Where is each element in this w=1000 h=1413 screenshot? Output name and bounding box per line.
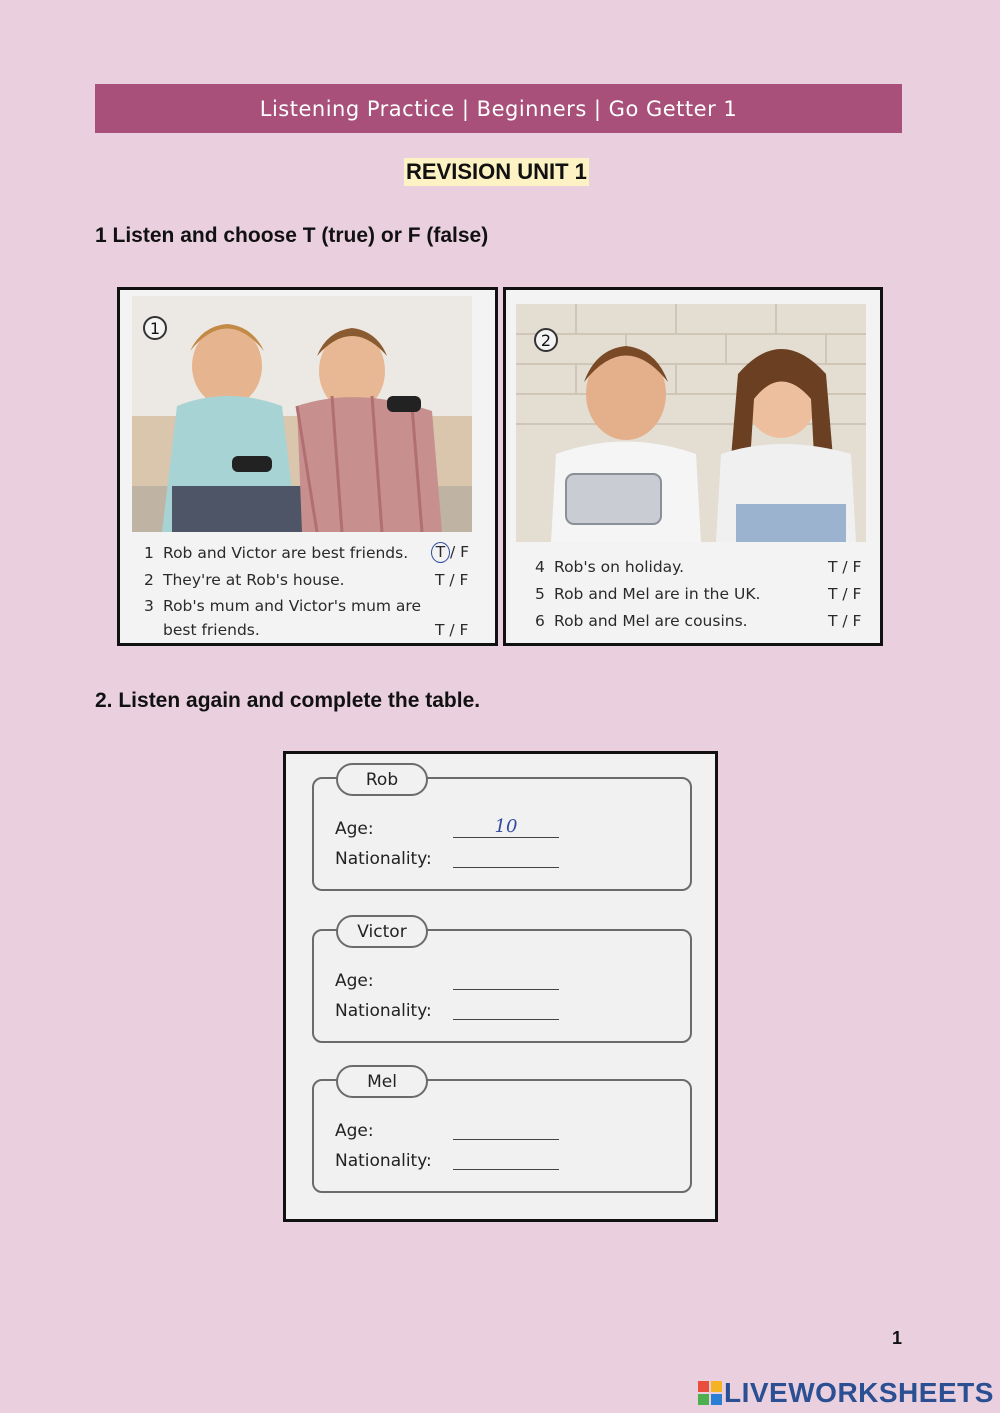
nationality-label: Nationality:	[335, 1001, 432, 1021]
true-false-choice[interactable]	[431, 542, 469, 563]
age-label: Age:	[335, 971, 374, 991]
person-box-rob	[312, 769, 692, 891]
age-answer-field[interactable]	[453, 969, 559, 990]
statement-number: 4	[535, 558, 545, 576]
statement-text: Rob and Mel are in the UK.	[554, 585, 761, 603]
true-false-choice[interactable]: T / F	[435, 621, 469, 639]
card-number-badge: 2	[534, 328, 558, 352]
person-box-mel	[312, 1071, 692, 1193]
statement-text-continued: best friends.	[163, 621, 260, 639]
statement-number: 6	[535, 612, 545, 630]
person-name: Mel	[336, 1065, 428, 1098]
banner-title: Listening Practice | Beginners | Go Getter 1	[259, 96, 738, 121]
statement-number: 2	[144, 571, 154, 589]
header-banner	[95, 84, 902, 133]
age-label: Age:	[335, 819, 374, 839]
statement-number: 3	[144, 597, 154, 615]
photo-boys-gaming	[132, 296, 472, 532]
nationality-answer-field[interactable]	[453, 999, 559, 1020]
person-name: Rob	[336, 763, 428, 796]
statement-text: Rob and Victor are best friends.	[163, 544, 409, 562]
true-false-choice[interactable]: T / F	[828, 585, 862, 603]
exercise-2-title: 2. Listen again and complete the table.	[95, 689, 481, 712]
statement-text: They're at Rob's house.	[163, 571, 345, 589]
age-answer-field[interactable]: 10	[453, 817, 559, 838]
person-name: Victor	[336, 915, 428, 948]
person-info-table	[283, 751, 718, 1222]
person-box-victor	[312, 921, 692, 1043]
photo-rob-and-mel-illustration	[516, 304, 866, 542]
selected-true-mark: T	[431, 542, 450, 563]
unit-title: REVISION UNIT 1	[406, 159, 587, 184]
true-false-choice[interactable]: T / F	[828, 612, 862, 630]
exercise-card-1	[117, 287, 498, 646]
exercise-card-2	[503, 287, 883, 646]
nationality-answer-field[interactable]	[453, 1149, 559, 1170]
brand-name: LIVEWORKSHEETS	[724, 1377, 994, 1408]
age-answer-field[interactable]	[453, 1119, 559, 1140]
age-label: Age:	[335, 1121, 374, 1141]
true-false-choice[interactable]: T / F	[828, 558, 862, 576]
liveworksheets-icon	[698, 1381, 724, 1405]
false-option: / F	[450, 543, 470, 561]
card-number-badge: 1	[143, 316, 167, 340]
photo-boys-gaming-illustration	[132, 296, 472, 532]
photo-rob-and-mel	[516, 304, 866, 542]
nationality-label: Nationality:	[335, 849, 432, 869]
statement-text: Rob's mum and Victor's mum are	[163, 597, 421, 615]
nationality-label: Nationality:	[335, 1151, 432, 1171]
statement-text: Rob and Mel are cousins.	[554, 612, 748, 630]
statement-number: 5	[535, 585, 545, 603]
true-false-choice[interactable]: T / F	[435, 571, 469, 589]
statement-text: Rob's on holiday.	[554, 558, 685, 576]
page-number: 1	[892, 1328, 903, 1348]
exercise-1-title: 1 Listen and choose T (true) or F (false)	[95, 224, 489, 247]
statement-number: 1	[144, 544, 154, 562]
nationality-answer-field[interactable]	[453, 847, 559, 868]
liveworksheets-logo	[698, 1377, 994, 1409]
